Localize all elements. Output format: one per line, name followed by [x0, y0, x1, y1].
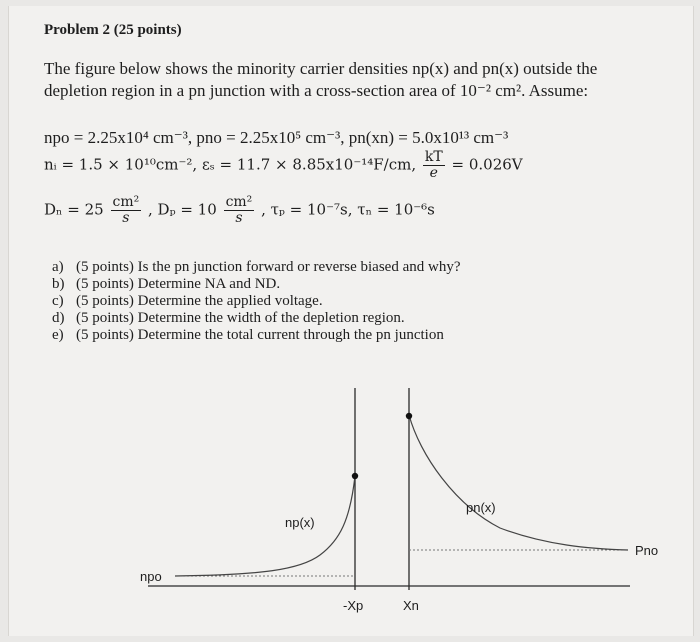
question-text: (5 points) Is the pn junction forward or reverse biased and why?: [76, 259, 461, 275]
dp-label: , Dₚ = 10: [148, 200, 217, 219]
np-curve-label: np(x): [285, 515, 315, 530]
question-text: (5 points) Determine NA and ND.: [76, 276, 281, 292]
question-letter: a): [52, 259, 64, 275]
kt-denominator: e: [429, 165, 438, 181]
question-letter: c): [52, 293, 64, 309]
problem-intro: The figure below shows the minority carrier densities np(x) and pn(x) outside the depletion region in a pn junction with a cross-section area of 10⁻² cm². Assume:: [44, 59, 598, 100]
pn-boundary-dot: [406, 413, 412, 419]
question-letter: e): [52, 327, 64, 343]
npo-value: = 2.25x10⁴ cm⁻³,: [73, 128, 193, 147]
pno-level-label: Pno: [635, 543, 659, 558]
kt-numerator: kT: [424, 149, 443, 165]
np-boundary-dot: [352, 473, 358, 479]
question-letter: b): [52, 276, 65, 292]
xp-axis-label: -Xp: [343, 598, 364, 613]
question-text: (5 points) Determine the total current through the pn junction: [76, 327, 444, 343]
dp-units-numerator: cm²: [225, 194, 253, 210]
npo-level-label: npo: [140, 569, 162, 584]
dn-units-numerator: cm²: [112, 194, 140, 210]
kt-value: = 0.026V: [451, 155, 523, 174]
dn-label: Dₙ = 25: [44, 200, 104, 219]
dn-units-denominator: s: [122, 210, 130, 226]
npo-label: npo: [44, 128, 70, 147]
question-text: (5 points) Determine the applied voltage.: [76, 293, 323, 309]
pno-value: = 2.25x10⁵ cm⁻³,: [226, 128, 345, 147]
np-curve: [175, 476, 355, 576]
ni-eps-text: nᵢ = 1.5 × 10¹⁰cm⁻², εₛ = 11.7 × 8.85x10⁻¹⁴F/cm,: [44, 155, 417, 174]
pno-label: pno: [196, 128, 222, 147]
pn-curve: [409, 415, 628, 550]
question-text: (5 points) Determine the width of the depletion region.: [76, 310, 405, 326]
dp-units-denominator: s: [235, 210, 243, 226]
tau-values: , τₚ = 10⁻⁷s, τₙ = 10⁻⁶s: [261, 200, 435, 219]
xn-axis-label: Xn: [403, 598, 419, 613]
pn-xn-value: = 5.0x10¹³ cm⁻³: [398, 128, 509, 147]
pn-xn-label: pn(xn): [348, 128, 395, 147]
pn-curve-label: pn(x): [466, 500, 496, 515]
problem-title: Problem 2 (25 points): [44, 22, 182, 38]
question-letter: d): [52, 310, 65, 326]
